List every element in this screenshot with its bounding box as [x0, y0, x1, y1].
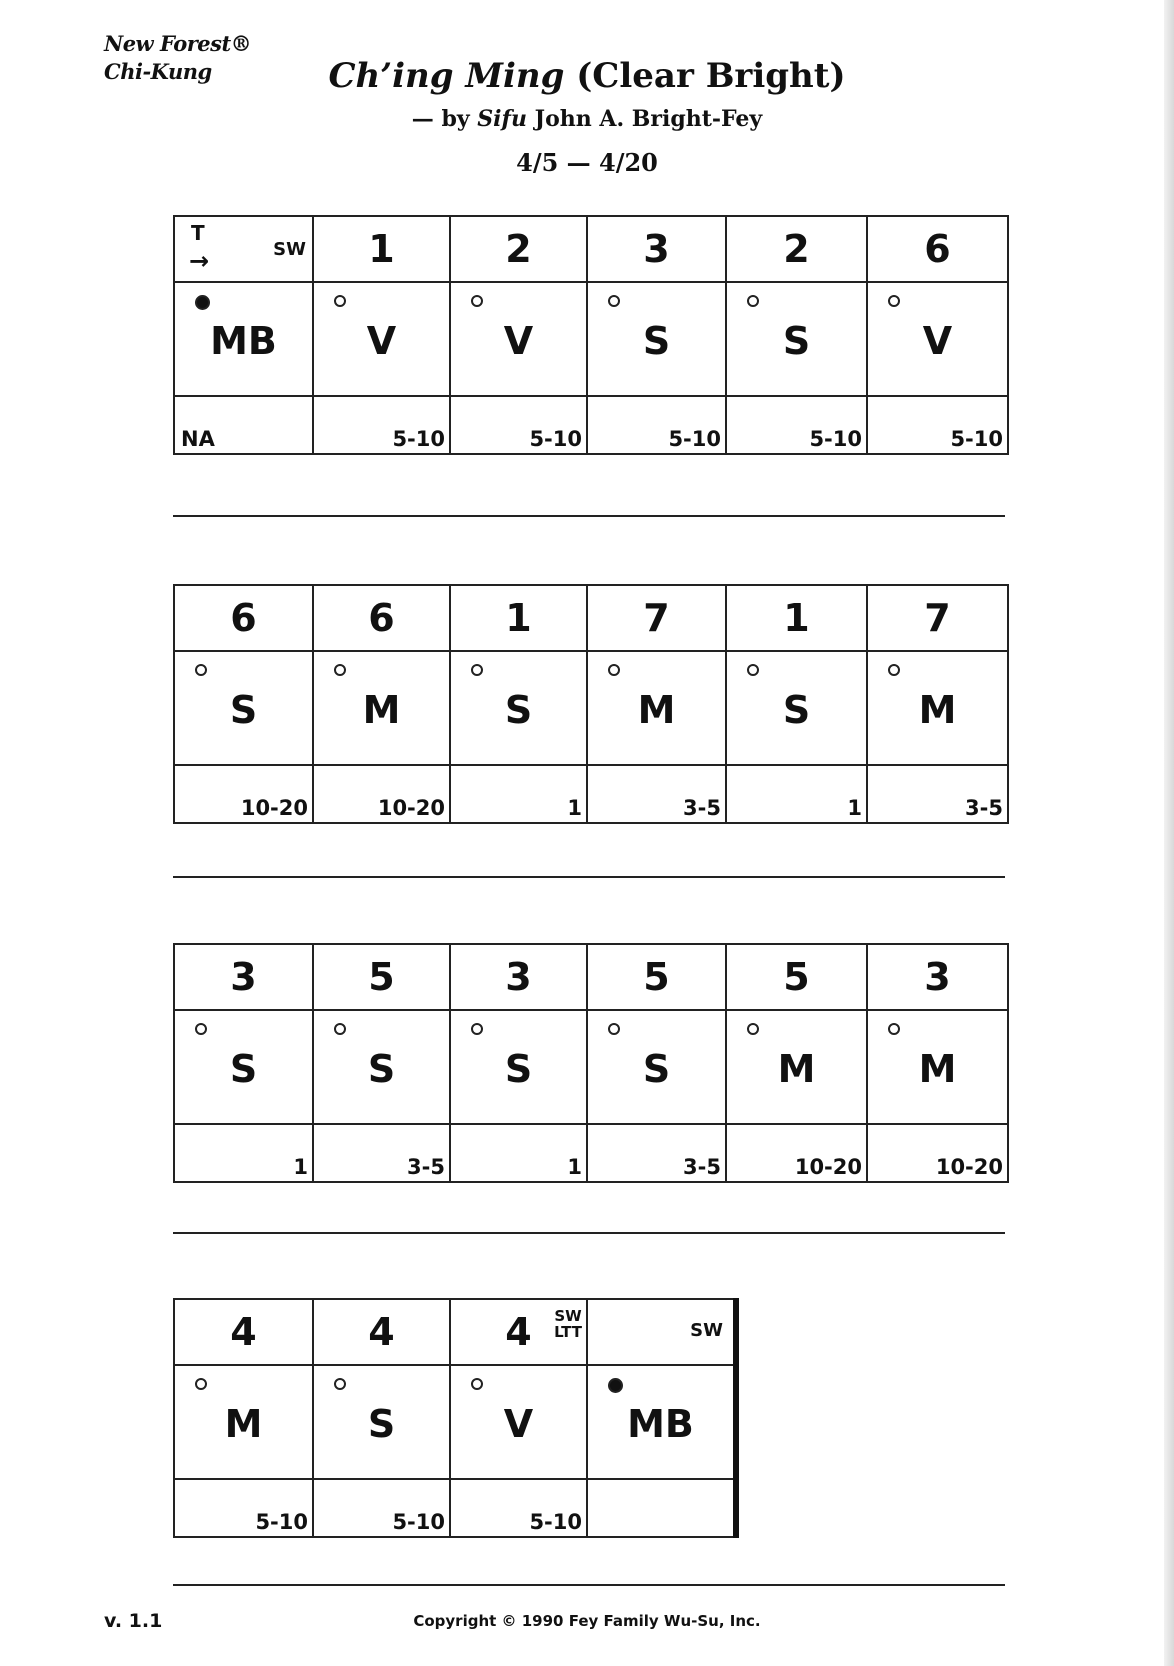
step-number: 1 — [313, 216, 450, 282]
open-dot-icon — [195, 664, 207, 676]
open-dot-icon — [747, 664, 759, 676]
open-dot-icon — [334, 295, 346, 307]
cell-corner — [174, 216, 313, 282]
step-number: 1 — [726, 585, 867, 651]
repetition-count: 5-10 — [867, 396, 1008, 454]
movement-letter: MB — [210, 319, 277, 363]
cell-end — [587, 1299, 736, 1365]
byline-name: John A. Bright-Fey — [527, 106, 763, 132]
version-label: v. 1.1 — [104, 1610, 163, 1632]
sw-label: SW — [690, 1320, 723, 1341]
repetition-count: NA — [174, 396, 313, 454]
movement-cell — [174, 1010, 313, 1124]
repetition-count: 3-5 — [587, 1124, 726, 1182]
repetition-count: 5-10 — [450, 396, 587, 454]
repetition-count: 1 — [450, 765, 587, 823]
note-sw: SW — [554, 1307, 582, 1325]
repetition-count: 3-5 — [313, 1124, 450, 1182]
movement-letter: S — [504, 688, 533, 732]
step-number: 3 — [450, 944, 587, 1010]
movement-cell — [867, 282, 1008, 396]
step-number: 3 — [587, 216, 726, 282]
notes-line — [173, 1584, 1005, 1586]
page-title — [0, 56, 1174, 96]
filled-dot-icon — [608, 1378, 623, 1393]
repetition-count: 5-10 — [450, 1479, 587, 1537]
step-number: 5 — [587, 944, 726, 1010]
movement-cell — [587, 1010, 726, 1124]
movement-letter: M — [362, 688, 401, 732]
repetition-count: 5-10 — [313, 396, 450, 454]
movement-letter: S — [367, 1402, 396, 1446]
movement-cell — [726, 1010, 867, 1124]
open-dot-icon — [334, 1023, 346, 1035]
repetition-count: 5-10 — [587, 396, 726, 454]
sequence-table-4 — [173, 1298, 739, 1538]
movement-letter: S — [367, 1047, 396, 1091]
movement-letter: S — [782, 688, 811, 732]
movement-letter: S — [642, 319, 671, 363]
step-number: 2 — [726, 216, 867, 282]
open-dot-icon — [747, 295, 759, 307]
movement-cell — [450, 1010, 587, 1124]
notes-line — [173, 1232, 1005, 1234]
movement-letter: V — [503, 1402, 534, 1446]
movement-letter: MB — [627, 1402, 694, 1446]
open-dot-icon — [608, 1023, 620, 1035]
arrow-right-icon: → — [189, 247, 210, 275]
movement-cell — [450, 651, 587, 765]
step-number: 3 — [867, 944, 1008, 1010]
step-number: 5 — [726, 944, 867, 1010]
sw-label: SW — [273, 239, 306, 260]
repetition-count: 10-20 — [726, 1124, 867, 1182]
step-number: 2 — [450, 216, 587, 282]
brand-line-1: New Forest® — [104, 31, 252, 56]
repetition-count: 5-10 — [313, 1479, 450, 1537]
title-italic: Ch’ing Ming — [328, 56, 565, 96]
step-number: 5 — [313, 944, 450, 1010]
movement-letter: V — [503, 319, 534, 363]
page-edge — [1164, 0, 1174, 1666]
repetition-count: 5-10 — [726, 396, 867, 454]
movement-cell — [313, 282, 450, 396]
open-dot-icon — [195, 1023, 207, 1035]
movement-letter: M — [637, 688, 676, 732]
repetition-count: 3-5 — [867, 765, 1008, 823]
repetition-count: 1 — [450, 1124, 587, 1182]
open-dot-icon — [471, 295, 483, 307]
open-dot-icon — [888, 664, 900, 676]
repetition-count: 3-5 — [587, 765, 726, 823]
open-dot-icon — [334, 1378, 346, 1390]
step-number: 7 — [587, 585, 726, 651]
date-range: 4/5 — 4/20 — [516, 148, 658, 177]
movement-cell — [587, 651, 726, 765]
movement-letter: M — [918, 1047, 957, 1091]
notes-line — [173, 515, 1005, 517]
brand-line-2: Chi-Kung — [104, 59, 212, 84]
filled-dot-icon — [195, 295, 210, 310]
movement-letter: M — [918, 688, 957, 732]
repetition-count: 5-10 — [174, 1479, 313, 1537]
repetition-count: 10-20 — [174, 765, 313, 823]
open-dot-icon — [471, 664, 483, 676]
step-number: 4 — [505, 1310, 532, 1354]
movement-cell — [313, 1010, 450, 1124]
open-dot-icon — [608, 664, 620, 676]
byline-sifu: Sifu — [477, 106, 527, 132]
open-dot-icon — [747, 1023, 759, 1035]
movement-letter: M — [777, 1047, 816, 1091]
movement-cell — [313, 651, 450, 765]
movement-cell — [174, 651, 313, 765]
movement-cell — [587, 1365, 736, 1479]
step-number: 3 — [174, 944, 313, 1010]
byline-prefix: — by — [411, 106, 478, 132]
sequence-table-2 — [173, 584, 1009, 824]
step-number: 6 — [174, 585, 313, 651]
open-dot-icon — [471, 1378, 483, 1390]
movement-cell — [174, 282, 313, 396]
open-dot-icon — [471, 1023, 483, 1035]
open-dot-icon — [888, 295, 900, 307]
movement-cell — [867, 651, 1008, 765]
repetition-count: 10-20 — [313, 765, 450, 823]
movement-cell — [587, 282, 726, 396]
repetition-count: 1 — [174, 1124, 313, 1182]
open-dot-icon — [608, 295, 620, 307]
open-dot-icon — [888, 1023, 900, 1035]
step-number: 1 — [450, 585, 587, 651]
transition-note — [554, 1308, 582, 1340]
movement-letter: S — [642, 1047, 671, 1091]
movement-cell — [726, 651, 867, 765]
movement-letter: S — [229, 1047, 258, 1091]
movement-letter: S — [504, 1047, 533, 1091]
movement-letter: M — [224, 1402, 263, 1446]
copyright-notice: Copyright © 1990 Fey Family Wu-Su, Inc. — [413, 1612, 761, 1630]
repetition-count: 1 — [726, 765, 867, 823]
step-number: 6 — [867, 216, 1008, 282]
movement-cell — [450, 282, 587, 396]
transition-label: T — [191, 221, 205, 245]
note-ltt: LTT — [554, 1323, 582, 1341]
step-number: 7 — [867, 585, 1008, 651]
movement-letter: S — [229, 688, 258, 732]
movement-cell — [313, 1365, 450, 1479]
byline — [0, 106, 1174, 132]
sequence-table-3 — [173, 943, 1009, 1183]
title-plain: (Clear Bright) — [564, 56, 846, 96]
movement-letter: V — [366, 319, 397, 363]
repetition-count: 10-20 — [867, 1124, 1008, 1182]
movement-letter: S — [782, 319, 811, 363]
step-number: 4 — [313, 1299, 450, 1365]
movement-cell — [726, 282, 867, 396]
sequence-table-1 — [173, 215, 1009, 455]
notes-line — [173, 876, 1005, 878]
movement-cell — [450, 1365, 587, 1479]
movement-cell — [174, 1365, 313, 1479]
repetition-count — [587, 1479, 736, 1537]
step-number: 4 — [174, 1299, 313, 1365]
movement-letter: V — [922, 319, 953, 363]
movement-cell — [867, 1010, 1008, 1124]
step-number: 6 — [313, 585, 450, 651]
open-dot-icon — [334, 664, 346, 676]
open-dot-icon — [195, 1378, 207, 1390]
step-number-with-note — [450, 1299, 587, 1365]
